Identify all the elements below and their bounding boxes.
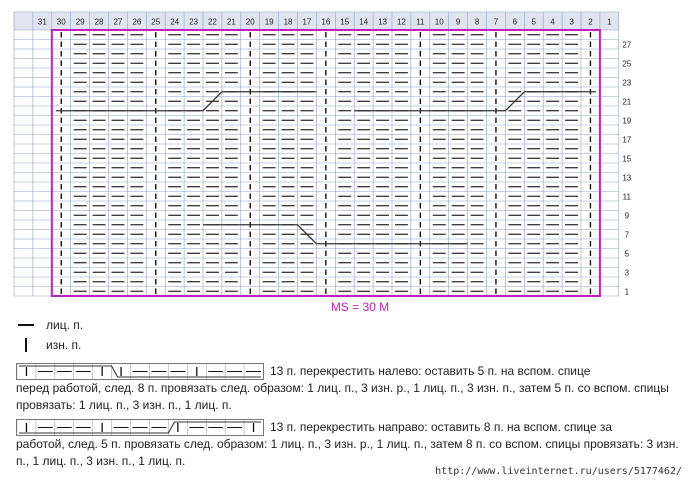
- cable-right-block: [16, 419, 681, 470]
- row-label: 9: [624, 211, 630, 221]
- column-label: 8: [474, 17, 480, 27]
- column-label: 7: [493, 17, 499, 27]
- row-label: 3: [624, 268, 630, 278]
- cable-right-text: работой, след. 5 п. провязать след. образом: 1 лиц. п., 3 изн. р., 1 лиц. п., затем 8 п. со вспом. спицы провязать: 3 изн. п., 1 лиц. п., 3 изн. п., 1 лиц. п.: [16, 437, 679, 468]
- legend-purl: [16, 338, 81, 352]
- row-label: 13: [622, 173, 632, 183]
- cable-left-cross-icon: [16, 363, 264, 380]
- column-label: 21: [226, 17, 236, 27]
- row-label: 11: [622, 192, 631, 202]
- column-label: 4: [550, 17, 555, 27]
- column-label: 9: [455, 17, 461, 27]
- column-label: 31: [37, 17, 47, 27]
- row-label: 1: [624, 287, 630, 297]
- ms-label: MS = 30 M: [330, 300, 390, 314]
- row-label: 7: [624, 230, 630, 240]
- column-label: 30: [56, 17, 66, 27]
- row-label: 19: [622, 116, 632, 126]
- row-label: 5: [624, 249, 630, 259]
- column-label: 6: [512, 17, 518, 27]
- column-label: 25: [151, 17, 161, 27]
- row-label: 25: [622, 59, 632, 69]
- legend-knit: [16, 318, 83, 332]
- column-label: 20: [245, 17, 255, 27]
- cable-left-text: перед работой, след. 8 п. провязать след. образом: 1 лиц. п., 3 изн. р., 1 лиц. п., 3 изн. п., затем 5 п. со вспом. спицы провязать: 1 лиц. п., 3 изн. п., 1 лиц. п.: [16, 381, 669, 412]
- column-label: 24: [170, 17, 180, 27]
- cable-right-line1: 13 п. перекрестить направо: оставить 8 п. на вспом. спице за: [270, 420, 613, 434]
- cable-left-block: [16, 363, 681, 414]
- column-label: 14: [359, 17, 369, 27]
- horizontal-dash-icon: [16, 318, 36, 332]
- column-label: 13: [378, 17, 388, 27]
- column-label: 15: [340, 17, 350, 27]
- column-label: 19: [264, 17, 274, 27]
- column-label: 5: [531, 17, 536, 27]
- column-label: 23: [189, 17, 199, 27]
- column-label: 26: [132, 17, 142, 27]
- column-label: 22: [207, 17, 217, 27]
- column-label: 29: [75, 17, 85, 27]
- legend-knit-label: лиц. п.: [46, 318, 84, 332]
- column-label: 12: [396, 17, 406, 27]
- row-label: 27: [622, 40, 632, 50]
- column-label: 10: [434, 17, 444, 27]
- legend-purl-label: изн. п.: [46, 338, 82, 352]
- row-label: 15: [622, 154, 632, 164]
- cable-left-line1: 13 п. перекрестить налево: оставить 5 п. на вспом. спице: [270, 364, 591, 378]
- row-label: 23: [622, 78, 632, 88]
- column-label: 11: [416, 17, 425, 27]
- column-label: 16: [321, 17, 331, 27]
- column-label: 18: [283, 17, 293, 27]
- cable-right-cross-icon: [16, 419, 264, 436]
- source-url: http://www.liveinternet.ru/users/5177462/: [435, 466, 682, 477]
- column-label: 3: [569, 17, 574, 27]
- column-label: 28: [94, 17, 104, 27]
- row-label: 17: [622, 135, 632, 145]
- column-label: 17: [302, 17, 312, 27]
- column-label: 27: [113, 17, 123, 27]
- row-label: 21: [622, 97, 632, 107]
- vertical-bar-icon: [16, 338, 36, 352]
- column-label: 1: [607, 17, 612, 27]
- column-label: 2: [588, 17, 593, 27]
